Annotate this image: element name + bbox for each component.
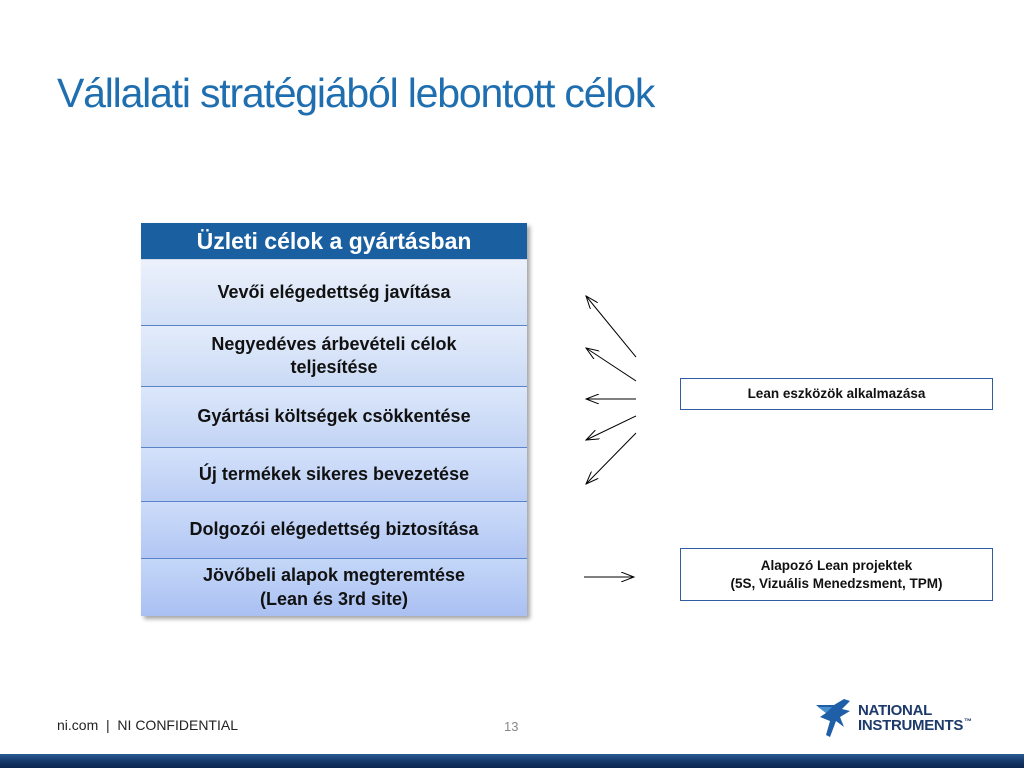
goal-line: Vevői elégedettség javítása <box>217 281 451 302</box>
goal-line: Negyedéves árbevételi célok <box>211 333 457 354</box>
arrow-to-goal-5 <box>586 433 636 484</box>
national-instruments-logo <box>814 697 980 739</box>
goal-line: Új termékek sikeres bevezetése <box>198 463 470 484</box>
goal-line: Jövőbeli alapok megteremtése <box>202 565 466 586</box>
lean-projects-title: Alapozó Lean projektek <box>760 557 913 573</box>
page-number: 13 <box>504 719 519 734</box>
goals-table-header: Üzleti célok a gyártásban <box>141 223 527 260</box>
ni-eagle-icon <box>814 697 852 739</box>
goal-line: (Lean és 3rd site) <box>259 588 409 609</box>
logo-line-instruments-row <box>858 718 972 733</box>
lean-projects-subtitle: (5S, Vizuális Menedzsment, TPM) <box>730 575 943 591</box>
arrow-to-goal-1 <box>586 296 636 357</box>
logo-line-instruments: INSTRUMENTS <box>858 717 964 734</box>
footer-band <box>0 754 1024 768</box>
footer-confidential: ni.com | NI CONFIDENTIAL <box>57 717 238 733</box>
slide-title: Vállalati stratégiából lebontott célok <box>57 70 655 116</box>
logo-trademark: ™ <box>964 717 972 726</box>
goal-line: teljesítése <box>290 357 378 377</box>
ni-wordmark <box>858 703 972 733</box>
goal-line: Gyártási költségek csökkentése <box>197 406 471 427</box>
lean-tools-box <box>680 378 993 410</box>
arrow-to-goal-2 <box>586 348 636 381</box>
lean-tools-label: Lean eszközök alkalmazása <box>747 386 926 402</box>
arrow-to-goal-4 <box>586 416 636 440</box>
goal-line: Dolgozói elégedettség biztosítása <box>189 519 479 540</box>
logo-line-national: NATIONAL <box>858 702 932 719</box>
lean-projects-box <box>680 548 993 601</box>
